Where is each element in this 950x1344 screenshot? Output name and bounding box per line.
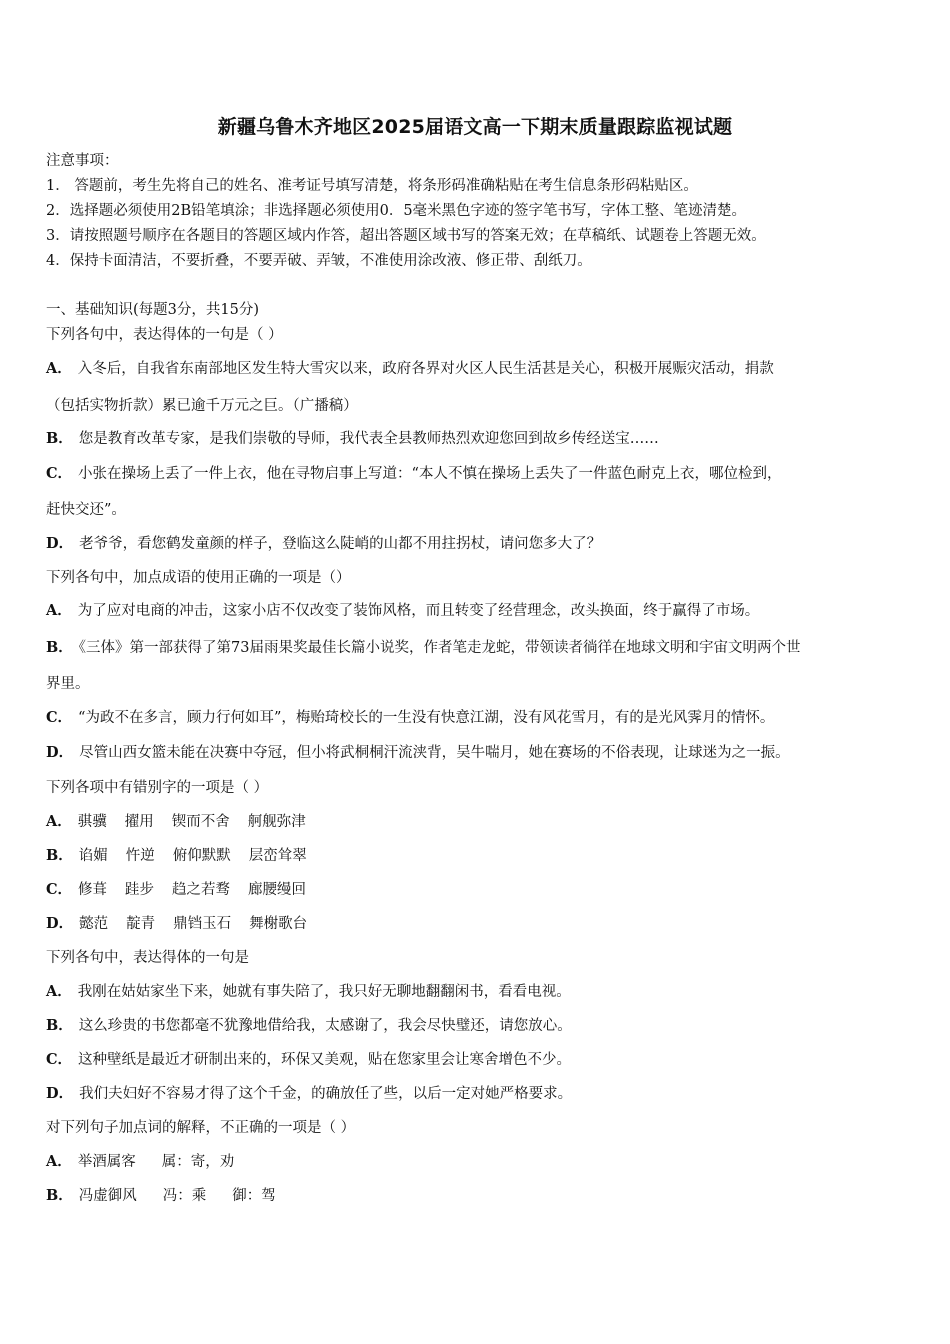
option-label: B．	[46, 639, 73, 656]
option-word: 锲而不舍	[171, 814, 230, 830]
question-option	[46, 982, 571, 1002]
option-label: C．	[46, 709, 73, 726]
question-option	[46, 1186, 276, 1206]
option-label: B．	[46, 1017, 73, 1034]
question-option	[46, 708, 774, 728]
option-word: 忤逆	[125, 848, 155, 864]
question-option	[46, 429, 659, 449]
option-label: A．	[46, 813, 72, 830]
option-word: 趋之若骛	[172, 882, 231, 898]
option-label: B．	[46, 847, 73, 864]
option-text: 您是教育改革专家，是我们崇敬的导师，我代表全县教师热烈欢迎您回到故乡传经送宝……	[78, 431, 659, 447]
question-option	[46, 359, 774, 379]
option-text: 这么珍贵的书您都毫不犹豫地借给我，太感谢了，我会尽快璧还，请您放心。	[78, 1018, 572, 1034]
option-continuation: 界里。	[46, 676, 90, 692]
section-heading: 一、基础知识(每题3分，共15分)	[46, 302, 259, 318]
question-option	[46, 601, 759, 621]
option-word: 靛青	[126, 916, 156, 932]
option-word: 廊腰缦回	[248, 882, 307, 898]
question-option	[46, 846, 307, 866]
option-label: D．	[46, 1085, 74, 1102]
question-option	[46, 812, 306, 832]
option-gloss: 御：驾	[232, 1188, 276, 1204]
question-stem: 下列各句中，表达得体的一句是	[46, 950, 249, 966]
question-option	[46, 743, 790, 763]
option-label: D．	[46, 535, 74, 552]
option-text: 小张在操场上丢了一件上衣，他在寻物启事上写道：“本人不慎在操场上丢失了一件蓝色耐克上衣，哪位检到，	[78, 466, 782, 482]
option-label: C．	[46, 465, 73, 482]
option-continuation: 赶快交还”。	[46, 502, 126, 518]
option-word: 谄媚	[78, 848, 108, 864]
option-word: 舸舰弥津	[247, 814, 306, 830]
option-text: 入冬后，自我省东南部地区发生特大雪灾以来，政府各界对火区人民生活甚是关心，积极开展赈灾活动，捐款	[77, 361, 774, 377]
option-continuation: （包括实物折款）累已逾千万元之巨。（广播稿）	[46, 398, 358, 414]
option-text: 这种壁纸是最近才研制出来的，环保又美观，贴在您家里会让寒舍增色不少。	[78, 1052, 572, 1068]
option-text: 为了应对电商的冲击，这家小店不仅改变了装饰风格，而且转变了经营理念，改头换面，终于赢得了市场。	[77, 603, 760, 619]
option-phrase: 冯虚御风	[78, 1188, 137, 1204]
question-option	[46, 464, 781, 484]
option-label: D．	[46, 915, 74, 932]
question-stem: 下列各句中，加点成语的使用正确的一项是（）	[46, 570, 351, 586]
option-word: 跬步	[125, 882, 155, 898]
option-word: 鼎铛玉石	[173, 916, 232, 932]
question-stem: 下列各项中有错别字的一项是（ ）	[46, 780, 269, 796]
option-word: 擢用	[124, 814, 154, 830]
option-word: 修葺	[78, 882, 108, 898]
option-phrase: 举酒属客	[77, 1154, 136, 1170]
option-label: D．	[46, 744, 74, 761]
question-option	[46, 880, 306, 900]
option-gloss: 冯：乘	[162, 1188, 207, 1204]
option-word: 懿范	[79, 916, 109, 932]
option-label: B．	[46, 430, 73, 447]
option-label: A．	[46, 1153, 72, 1170]
question-option	[46, 534, 601, 554]
page-title: 新疆乌鲁木齐地区2025届语文高一下期末质量跟踪监视试题	[217, 116, 733, 138]
question-stem: 下列各句中，表达得体的一句是（ ）	[46, 327, 283, 343]
notice-item: 4．保持卡面清洁，不要折叠，不要弄破、弄皱，不准使用涂改液、修正带、刮纸刀。	[46, 253, 592, 269]
option-text: 我刚在姑姑家坐下来，她就有事失陪了，我只好无聊地翻翻闲书，看看电视。	[77, 984, 571, 1000]
notice-heading: 注意事项：	[46, 153, 119, 169]
notice-item: 2．选择题必须使用2B铅笔填涂；非选择题必须使用0．5毫米黑色字迹的签字笔书写，字体工整、笔迹清楚。	[46, 203, 747, 219]
question-stem: 对下列句子加点词的解释，不正确的一项是（ ）	[46, 1120, 356, 1136]
option-gloss: 属：寄，劝	[161, 1154, 235, 1170]
question-option	[46, 638, 800, 658]
question-option	[46, 1084, 572, 1104]
option-text: 尽管山西女篮未能在决赛中夺冠，但小将武桐桐汗流浃背，吴牛喘月，她在赛场的不俗表现，让球迷为之一振。	[79, 745, 790, 761]
option-label: C．	[46, 1051, 73, 1068]
option-text: 我们夫妇好不容易才得了这个千金，的确放任了些，以后一定对她严格要求。	[79, 1086, 573, 1102]
question-option	[46, 1050, 571, 1070]
option-text: 《三体》第一部获得了第73届雨果奖最佳长篇小说奖，作者笔走龙蛇，带领读者徜徉在地球文明和宇宙文明两个世	[78, 640, 801, 656]
option-word: 骐骥	[77, 814, 107, 830]
option-label: C．	[46, 881, 73, 898]
question-option	[46, 914, 307, 934]
question-option	[46, 1152, 234, 1172]
notice-item: 3．请按照题号顺序在各题目的答题区域内作答，超出答题区域书写的答案无效；在草稿纸、试题卷上答题无效。	[46, 228, 766, 244]
question-option	[46, 1016, 572, 1036]
option-label: A．	[46, 360, 72, 377]
notice-item: 1． 答题前，考生先将自己的姓名、准考证号填写清楚，将条形码准确粘贴在考生信息条形码粘贴区。	[46, 178, 698, 194]
option-text: 老爷爷，看您鹤发童颜的样子，登临这么陡峭的山都不用拄拐杖，请问您多大了？	[79, 536, 602, 552]
option-word: 舞榭歌台	[249, 916, 308, 932]
option-label: A．	[46, 602, 72, 619]
option-word: 层峦耸翠	[248, 848, 307, 864]
option-word: 俯仰默默	[172, 848, 231, 864]
option-label: A．	[46, 983, 72, 1000]
option-text: “为政不在多言，顾力行何如耳”，梅贻琦校长的一生没有快意江湖，没有风花雪月，有的是光风霁月的情怀。	[78, 710, 775, 726]
option-label: B．	[46, 1187, 73, 1204]
